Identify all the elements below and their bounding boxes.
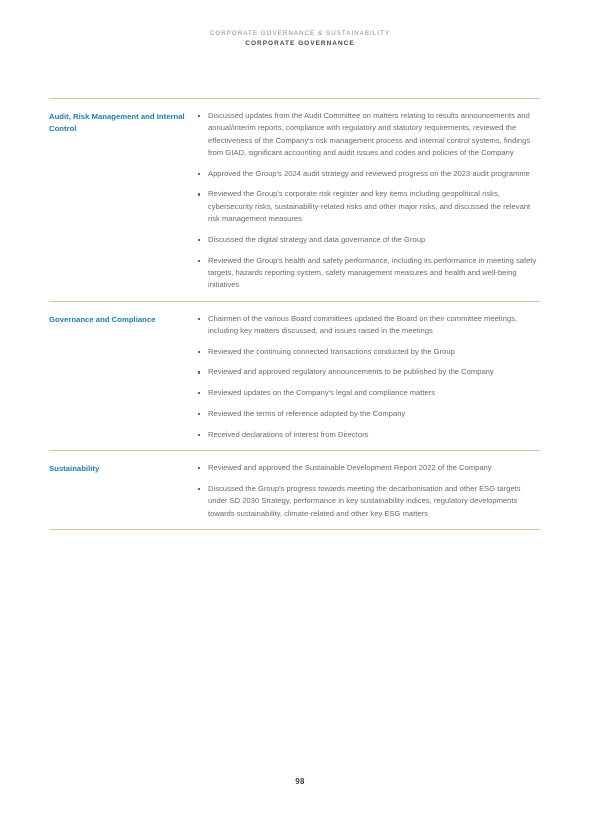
list-item: Reviewed updates on the Company's legal and compliance matters bbox=[197, 387, 540, 399]
list-item: Reviewed the Group's health and safety performance, including its performance in meeting safety targets, hazards reporting system, safety management measures and health and well-being initiatives bbox=[197, 255, 540, 292]
table-rule-bottom bbox=[49, 529, 540, 530]
list-item: Chairmen of the various Board committees updated the Board on their committee meetings, including key matters discussed, and issues raised in the meetings bbox=[197, 313, 540, 338]
list-item: Reviewed the terms of reference adopted by the Company bbox=[197, 408, 540, 420]
table-row bbox=[49, 302, 540, 451]
list-item: Reviewed the Group's corporate risk register and key items including geopolitical risks, cybersecurity risks, sustainability-related risks and other major risks, and discussed the relevant risk management measures bbox=[197, 188, 540, 225]
section-body-audit-risk-management-and-internal-control bbox=[196, 110, 540, 292]
list-item: Reviewed the continuing connected transactions conducted by the Group bbox=[197, 346, 540, 358]
bullet-list bbox=[197, 110, 540, 292]
list-item: Approved the Group's 2024 audit strategy and reviewed progress on the 2023 audit programme bbox=[197, 168, 540, 180]
table-row bbox=[49, 451, 540, 529]
list-item: Received declarations of interest from Directors bbox=[197, 429, 540, 441]
bullet-list bbox=[197, 462, 540, 520]
section-title-sustainability: Sustainability bbox=[49, 464, 100, 474]
running-head-section-label: CORPORATE GOVERNANCE & SUSTAINABILITY bbox=[209, 30, 391, 37]
section-title-audit-risk-management-and-internal-control: Audit, Risk Management and Internal Control bbox=[49, 112, 185, 133]
list-item: Discussed the Group's progress towards meeting the decarbonisation and other ESG targets under SD 2030 Strategy, performance in key sustainability indices, regulatory developments towards sustainability, climate-related and other key ESG matters bbox=[197, 483, 540, 520]
list-item: Discussed the digital strategy and data governance of the Group bbox=[197, 234, 540, 246]
section-title-governance-and-compliance: Governance and Compliance bbox=[49, 314, 156, 324]
running-head-chapter-title: CORPORATE GOVERNANCE bbox=[245, 40, 355, 48]
list-item: Discussed updates from the Audit Committee on matters relating to results announcements and annual/interim reports, compliance with regulatory and statutory requirements, reviewed the effectiveness of the Company's risk management process and internal control systems, findings from GIAD, significant accounting and audit issues and codes and policies of the Company bbox=[197, 110, 540, 159]
governance-activities-table bbox=[49, 98, 540, 530]
running-head bbox=[0, 30, 600, 48]
section-body-sustainability bbox=[196, 462, 540, 520]
table-row bbox=[49, 99, 540, 301]
page-number: 98 bbox=[295, 777, 305, 786]
section-body-governance-and-compliance bbox=[196, 313, 540, 442]
list-item: Reviewed and approved regulatory announcements to be published by the Company bbox=[197, 366, 540, 378]
list-item: Reviewed and approved the Sustainable Development Report 2022 of the Company bbox=[197, 462, 540, 474]
bullet-list bbox=[197, 313, 540, 442]
